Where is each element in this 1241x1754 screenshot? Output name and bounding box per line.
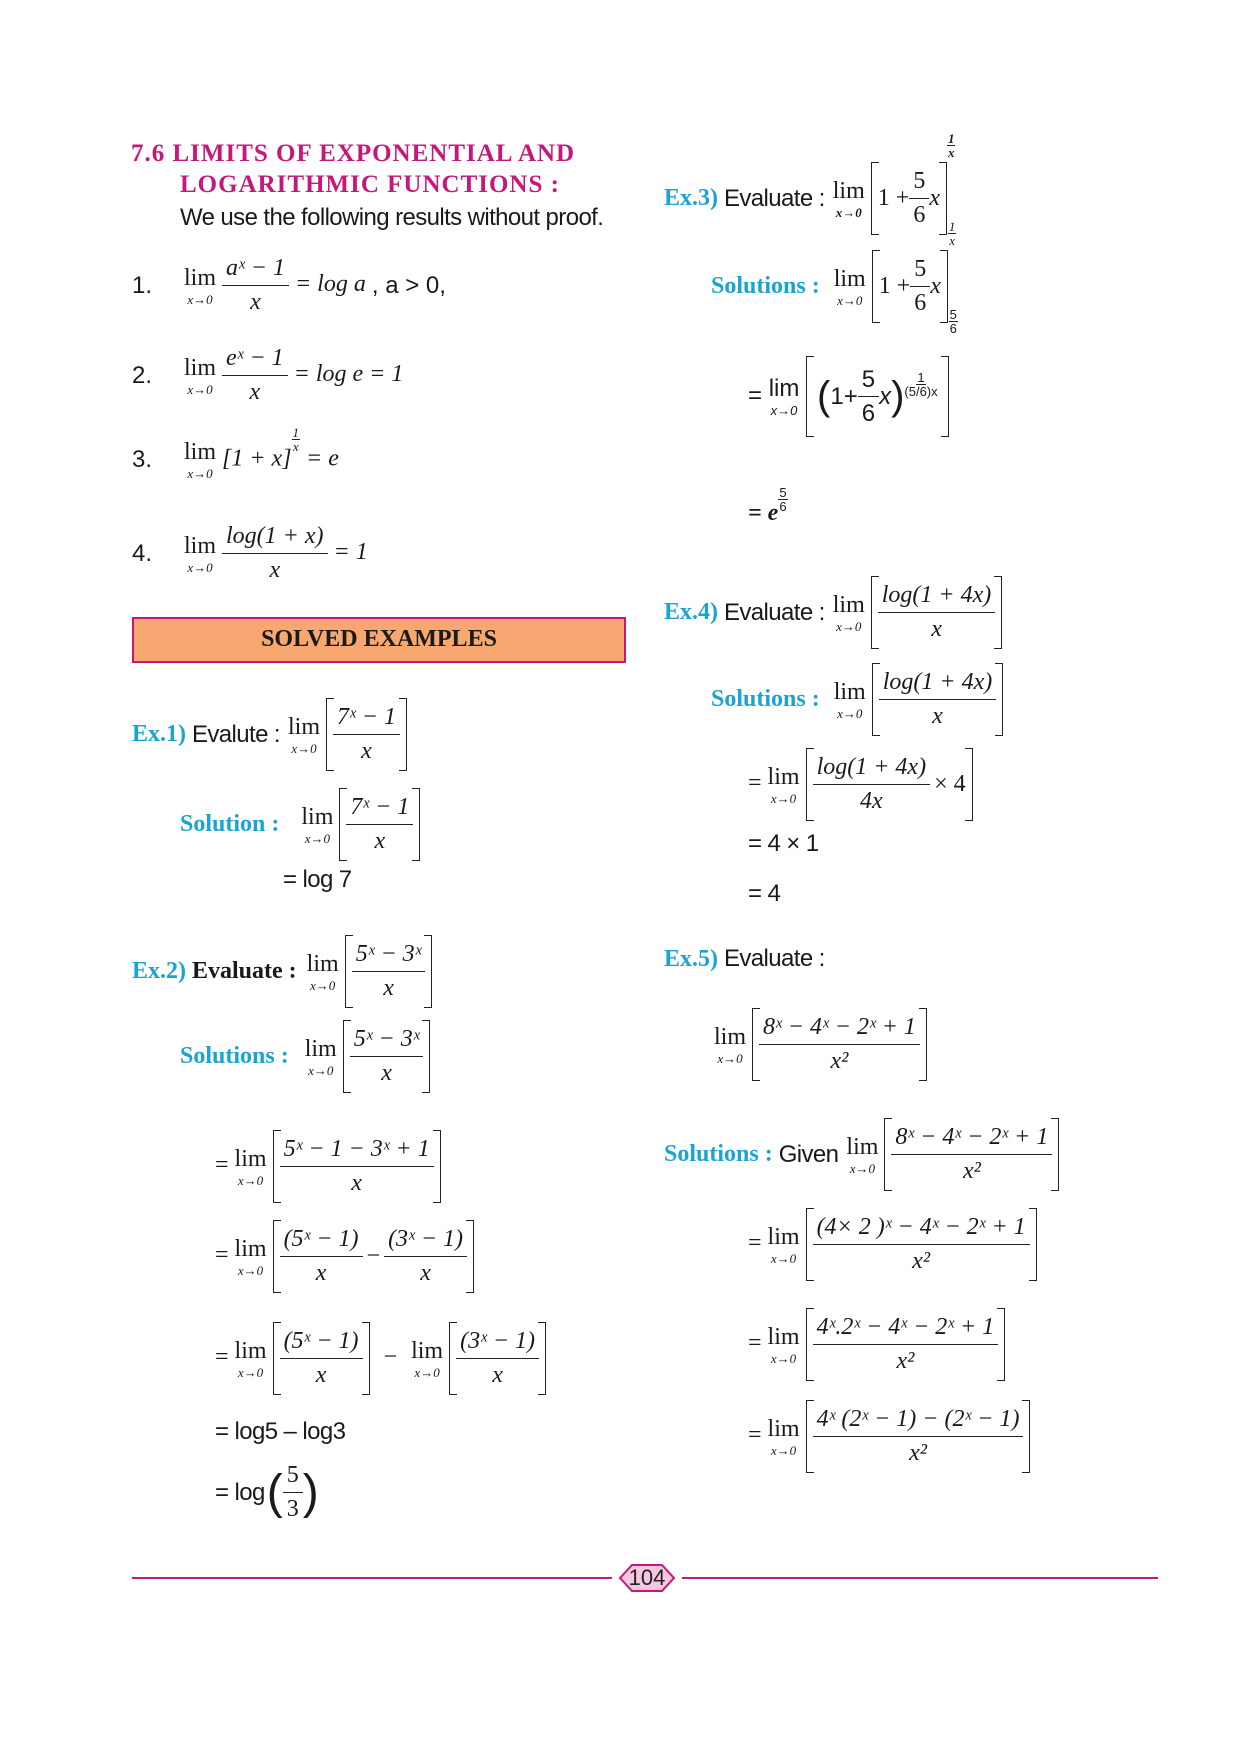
result-1: 1. lim x→0 $\frac{\text{aˣ − 1}}{x}$ = log a , a > 0,	[132, 255, 446, 315]
ex5-expression: lim x→0 $\frac{\text{8ˣ − 4ˣ − 2ˣ + 1}}{\text{x²}}$	[714, 1008, 927, 1081]
ex3-result: = e 5 6	[748, 485, 787, 526]
ex2-step2: = lim x→0 $\frac{\text{(5ˣ − 1)}}{x}$ − $\frac{\text{(3ˣ − 1)}}{x}$	[215, 1220, 474, 1293]
ex4-question: Ex.4) Evaluate : lim x→0 $\frac{\log(1 + 4x)}{x}$	[664, 576, 1002, 649]
result-number: 3.	[132, 446, 153, 473]
ex5-step3: = lim x→0 $\frac{\text{4ˣ (2ˣ − 1) − (2ˣ − 1)}}{\text{x²}}$	[748, 1400, 1030, 1473]
result-3: 3. lim x→0 [1 + x] $\frac{1}{x}$ = e	[132, 425, 339, 481]
footer-rule-right	[682, 1577, 1158, 1579]
result-number: 1.	[132, 271, 153, 299]
ex1-question: Ex.1) Evalute : lim x→0 $\frac{\text{7ˣ − 1}}{x}$	[132, 698, 407, 771]
ex4-solution: Solutions : lim x→0 $\frac{\log(1 + 4x)}{x}$	[711, 663, 1003, 736]
ex2-solution: Solutions : lim x→0 $\frac{\text{5ˣ − 3ˣ}}{x}$	[180, 1020, 430, 1093]
ex3-step1: = lim x→0 ( 1+ $\frac{5}{6}$ x ) 1 (5/6)x $\frac{5}{6}$	[748, 356, 958, 437]
ex1-result: = log 7	[283, 866, 352, 893]
ex2-step5: = log ( $\frac{5}{3}$ )	[215, 1462, 319, 1522]
ex3-solution: Solutions : lim x→0 1 + $\frac{5}{6}$ x $\frac{1}{x}$	[711, 250, 956, 323]
ex5-step1: = lim x→0 $\frac{\text{(4× 2 )ˣ − 4ˣ − 2ˣ + 1}}{\text{x²}}$	[748, 1208, 1037, 1281]
ex5-question: Ex.5) Evaluate :	[664, 945, 825, 972]
ex-label: Ex.1)	[132, 721, 186, 748]
ex4-step2: = 4 × 1	[748, 830, 819, 857]
ex4-step3: = 4	[748, 880, 781, 907]
ex1-solution: Solution : lim x→0 $\frac{\text{7ˣ − 1}}{x}$	[180, 788, 420, 861]
ex2-step4: = log5 – log3	[215, 1418, 346, 1445]
page-number: 104	[628, 1565, 666, 1590]
ex5-step2: = lim x→0 $\frac{\text{4ˣ.2ˣ − 4ˣ − 2ˣ + 1}}{\text{x²}}$	[748, 1308, 1005, 1381]
ex2-step1: = lim x→0 $\frac{\text{5ˣ − 1 − 3ˣ + 1}}{x}$	[215, 1130, 441, 1203]
result-number: 4.	[132, 539, 153, 567]
ex3-question: Ex.3) Evaluate : lim x→0 1 + $\frac{5}{6}$ x $\frac{1}{x}$	[664, 162, 955, 235]
solved-examples-banner: SOLVED EXAMPLES	[132, 617, 626, 663]
result-4: 4. lim x→0 $\frac{\log(1 + x)}{x}$ = 1	[132, 523, 368, 583]
ex2-step3: = lim x→0 $\frac{\text{(5ˣ − 1)}}{x}$ − lim x→0 $\frac{\text{(3ˣ − 1)}}{x}$	[215, 1322, 546, 1395]
ex4-step1: = lim x→0 $\frac{\log(1 + 4x)}{4x}$ × 4	[748, 748, 973, 821]
section-heading-line2: LOGARITHMIC FUNCTIONS :	[180, 171, 560, 198]
section-heading-line1: 7.6 LIMITS OF EXPONENTIAL AND	[131, 140, 576, 167]
footer-rule-left	[132, 1577, 612, 1579]
ex2-question: Ex.2) Evaluate : lim x→0 $\frac{\text{5ˣ − 3ˣ}}{x}$	[132, 935, 432, 1008]
intro-text: We use the following results without proof.	[180, 204, 604, 231]
result-number: 2.	[132, 361, 153, 389]
result-2: 2. lim x→0 $\frac{\text{eˣ − 1}}{x}$ = log e = 1	[132, 345, 404, 405]
ex5-solution: Solutions : Given lim x→0 $\frac{\text{8ˣ − 4ˣ − 2ˣ + 1}}{\text{x²}}$	[664, 1118, 1059, 1191]
